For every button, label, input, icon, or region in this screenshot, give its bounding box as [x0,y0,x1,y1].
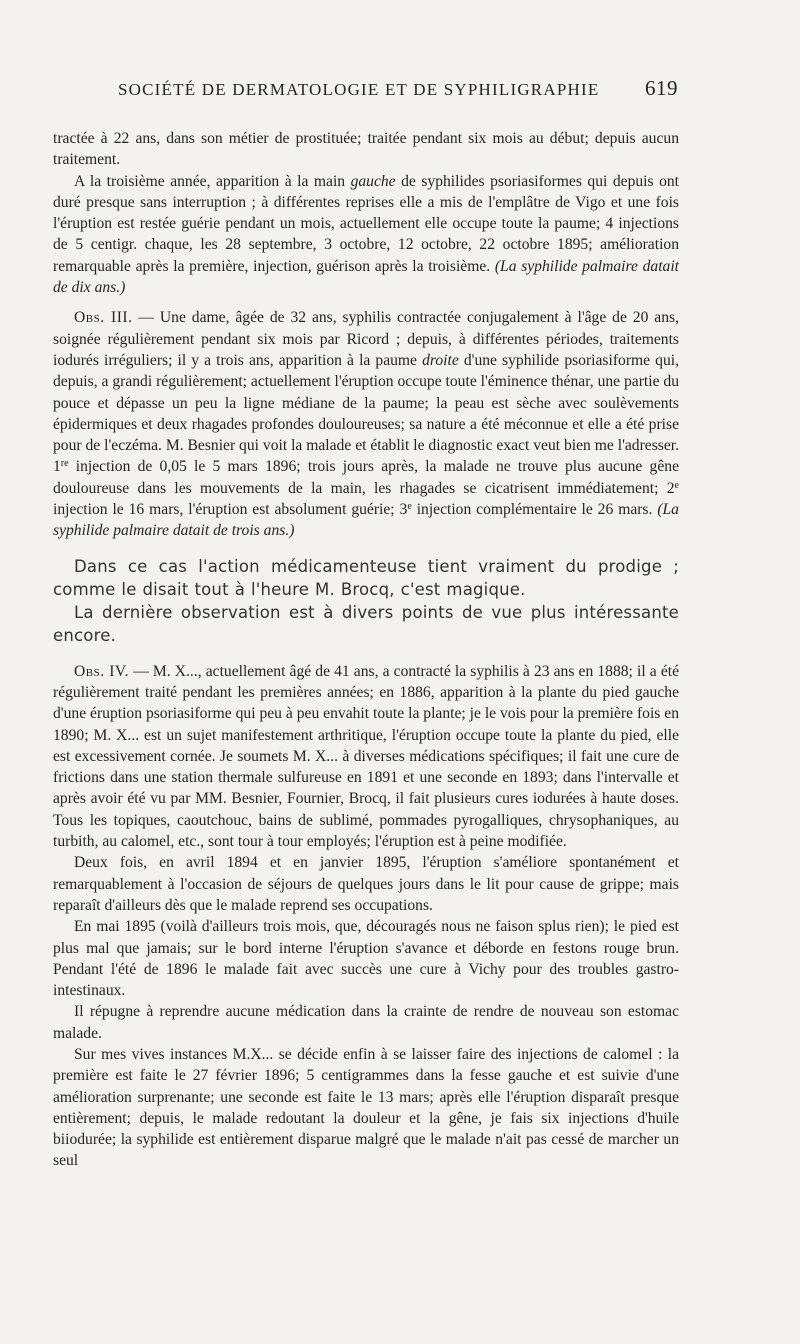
paragraph-obs-iii [53,307,679,541]
text-run: de syphilides psoriasiformes qui depuis ont duré presque sans interruption ; à différentes reprises elle a mis de l'emplâtre de Vigo et une fois l'éruption est restée guérie pendant un mois, actuellement elle occupe toute la paume; 4 injections de 5 centigr. chaque, les 28 septembre, 3 octobre, 12 octobre, 22 octobre 1895; amélioration remarquable après la première, injection, guérison après la troisième. [53,172,679,275]
paragraph-continuation [53,128,679,171]
text-run: — Une dame, âgée de 32 ans, syphilis contractée conjugalement à l'âge de 20 ans, soignée régulièrement pendant six mois par Ricord ; depuis, à différentes périodes, traitements iodurés irréguliers; il y a trois ans, apparition à la paume [53,309,679,369]
italic-word: droite [422,351,459,369]
text-run: A la troisième année, apparition à la main [74,172,351,190]
italic-word: gauche [350,172,396,190]
journal-title: SOCIÉTÉ DE DERMATOLOGIE ET DE SYPHILIGRAPHIE [118,80,600,99]
text-run: d'une syphilide psoriasiforme qui, depuis, a grandi régulièrement; actuellement l'éruption occupe toute l'éminence thénar, une partie du pouce et dépasse un peu la ligne médiane de la paume; la peau est sèche avec soulèvements épidermiques et deux rhagades profondes douloureuses; sa nature a été méconnue et elle a été prise pour de l'eczéma. M. Besnier qui voit la malade et établit le diagnostic exact veut bien me l'adresser. 1 [53,351,679,476]
text-run: injection de 0,05 le 5 mars 1896; trois jours après, la malade ne trouve plus aucune gêne douloureuse dans les mouvements de la main, les rhagades se cicatrisent immédiatement; 2 [53,458,679,497]
commentary-paragraph: La dernière observation est à divers points de vue plus intéressante encore. [53,602,679,645]
page-number: 619 [645,76,678,100]
superscript: e [674,479,679,491]
paragraph-text: tractée à 22 ans, dans son métier de prostituée; traitée pendant six mois au début; depuis aucun traitement. [53,130,679,169]
commentary-block [53,555,679,647]
paragraph-obs-ii-continued [53,171,679,299]
commentary-paragraph: Dans ce cas l'action médicamenteuse tient vraiment du prodige ; comme le disait tout à l'heure M. Brocq, c'est magique. [53,556,679,599]
observation-label: Obs. III. [74,309,133,327]
running-header [118,74,678,104]
superscript: e [407,501,412,513]
paragraph: Il répugne à reprendre aucune médication dans la crainte de rendre de nouveau son estomac malade. [53,1003,679,1042]
superscript: re [60,458,69,470]
paragraph: En mai 1895 (voilà d'ailleurs trois mois, que, découragés nous ne faison splus rien); le pied est plus mal que jamais; sur le bord interne l'éruption s'avance et déborde en festons rouge brun. Pendant l'été de 1896 le malade fait avec succès une cure à Vichy pour des troubles gastro-intestinaux. [53,918,679,1000]
paragraph-obs-iv [53,661,679,853]
italic-note: (La syphilide palmaire datait de dix ans.) [53,257,679,297]
text-run: — M. X..., actuellement âgé de 41 ans, a contracté la syphilis à 23 ans en 1888; il a été régulièrement traité pendant les premières années; en 1886, apparition à la plante du pied gauche d'une éruption psoriasiforme qui peu à peu envahit toute la plante; je le vois pour la première fois en 1890; M. X... est un sujet manifestement arthritique, l'éruption occupe toute la plante du pied, elle est excessivement cornée. Je soumets M. X... à diverses médications spécifiques; il fait une cure de frictions dans une station thermale sulfureuse en 1891 et une seconde en 1893; dans l'intervalle et après avoir été vu par MM. Besnier, Fournier, Brocq, il fait plusieurs cures iodurées à haute doses. Tous les topiques, caoutchouc, bains de sublimé, pommades pyrogalliques, chrysophaniques, au turbith, au calomel, etc., sont tour à tour employés; l'éruption est à peine modifiée. [53,662,679,851]
paragraph: Deux fois, en avril 1894 et en janvier 1895, l'éruption s'améliore spontanément et remarquablement à l'occasion de séjours de quelques jours dans le lit pour cause de grippe; mais reparaît d'ailleurs dès que le malade reprend ses occupations. [53,854,679,914]
page-body [53,128,679,1172]
text-run: injection le 16 mars, l'éruption est absolument guérie; 3 [53,501,408,519]
observation-label: Obs. IV. [74,662,130,680]
paragraph: Sur mes vives instances M.X... se décide enfin à se laisser faire des injections de calomel : la première est faite le 27 février 1896; 5 centigrammes dans la fesse gauche et est suivie d'une amélioration surprenante; une seconde est faite le 13 mars; après elle l'éruption disparaît presque entièrement; depuis, le malade redoutant la douleur et la gêne, je fais six injections d'huile biiodurée; la syphilide est entièrement disparue malgré que le malade n'ait pas cessé de marcher un seul [53,1045,679,1170]
text-run: injection complémentaire le 26 mars. [411,501,658,519]
italic-note: (La syphilide palmaire datait de trois ans.) [53,501,679,540]
